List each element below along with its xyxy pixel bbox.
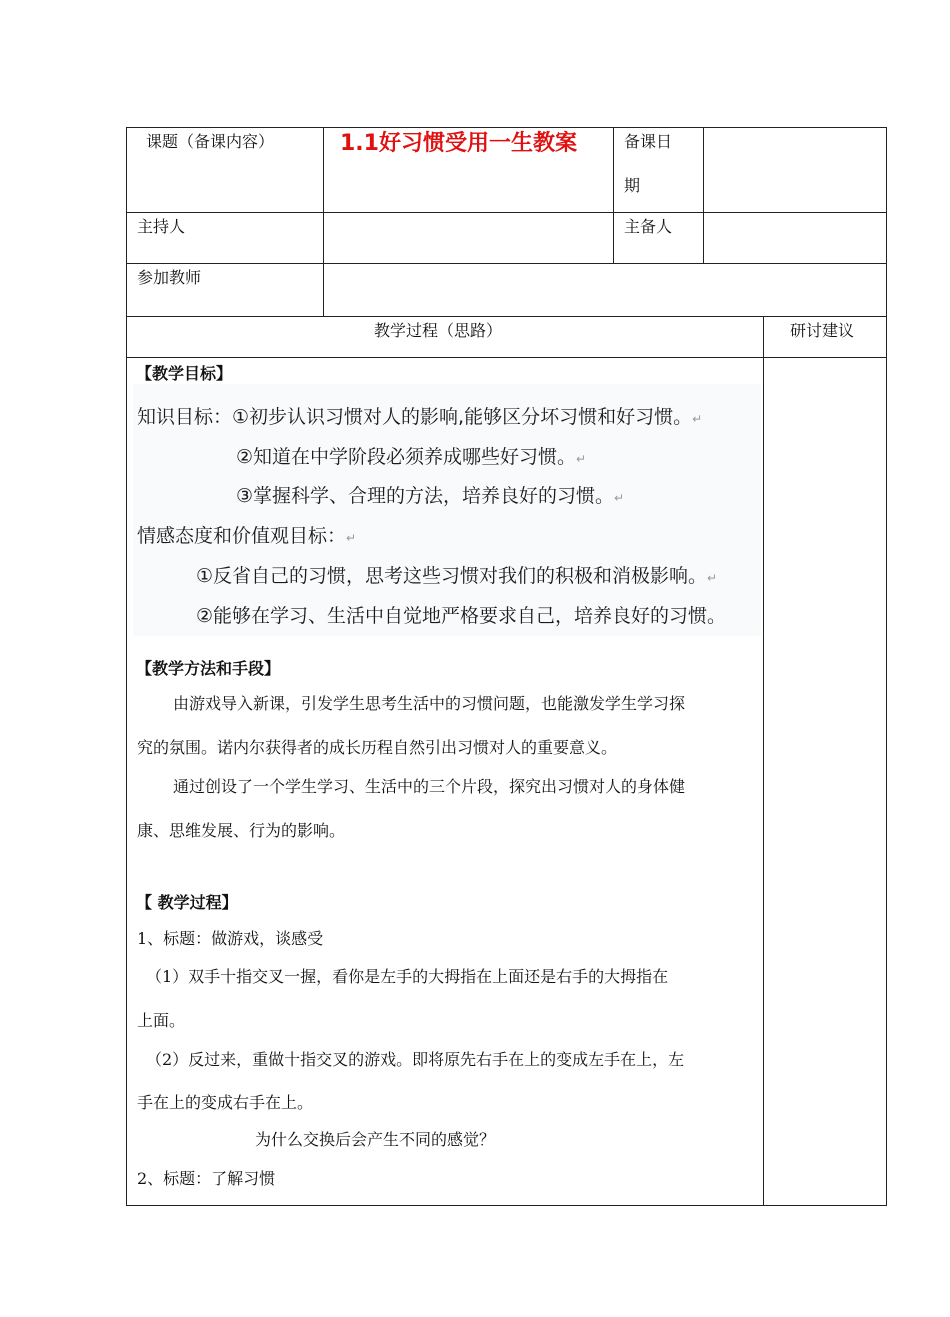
knowledge-objective-1 [137,405,702,431]
col-divider [763,316,764,1206]
return-mark: ↵ [692,412,703,426]
process-step-1-cont: 上面。 [137,1011,186,1030]
knowledge-objective-2 [236,445,586,471]
process-heading: 【 教学过程】 [136,893,238,912]
return-mark: ↵ [576,452,587,466]
methods-paragraph-1: 由游戏导入新课，引发学生思考生活中的习惯问题，也能激发学生学习探 [173,694,686,713]
process-step-2: （2）反过来，重做十指交叉的游戏。即将原先右手在上的变成左手在上，左 [146,1050,685,1069]
knowledge-objective-1-text: 知识目标：①初步认识习惯对人的影响,能够区分坏习惯和好习惯。 [137,406,693,428]
row-divider [126,263,887,264]
return-mark: ↵ [614,491,625,505]
lead-prep-label: 主备人 [624,217,673,236]
return-mark: ↵ [346,531,357,545]
process-column-header: 教学过程（思路） [374,321,503,340]
prep-date-label: 备课日 [624,132,673,151]
knowledge-objective-3-text: ③掌握科学、合理的方法，培养良好的习惯。 [236,485,615,507]
row-divider [126,316,887,317]
col-divider [613,127,614,263]
emotion-objective-2: ②能够在学习、生活中自觉地严格要求自己，培养良好的习惯。 [196,605,727,627]
knowledge-objective-2-text: ②知道在中学阶段必须养成哪些好习惯。 [236,446,577,468]
methods-paragraph-2-cont: 康、思维发展、行为的影响。 [137,821,346,840]
emotion-objective-1 [196,564,717,590]
process-step-1: （1）双手十指交叉一握，看你是左手的大拇指在上面还是右手的大拇指在 [146,967,669,986]
row-divider [126,357,887,358]
prep-date-label-cont: 期 [624,176,641,195]
process-item-2: 2、标题：了解习惯 [137,1169,276,1188]
row-divider [126,212,887,213]
col-divider [323,127,324,316]
process-question: 为什么交换后会产生不同的感觉？ [255,1130,496,1149]
process-item-1: 1、标题：做游戏，谈感受 [137,929,324,948]
topic-label: 课题（备课内容） [146,132,275,151]
methods-paragraph-2: 通过创设了一个学生学习、生活中的三个片段，探究出习惯对人的身体健 [173,777,686,796]
knowledge-objective-3 [236,484,624,510]
emotion-objective-heading [137,524,356,550]
process-step-2-cont: 手在上的变成右手在上。 [137,1093,314,1112]
emotion-objective-heading-text: 情感态度和价值观目标： [137,525,347,547]
objectives-heading: 【教学目标】 [136,364,233,383]
col-divider [703,127,704,263]
emotion-objective-1-text: ①反省自己的习惯，思考这些习惯对我们的积极和消极影响。 [196,565,708,587]
suggestion-column-header: 研讨建议 [790,321,855,340]
teachers-label: 参加教师 [137,268,202,287]
methods-heading: 【教学方法和手段】 [136,659,281,678]
host-label: 主持人 [137,217,186,236]
topic-title: 1.1好习惯受用一生教案 [340,131,577,156]
methods-paragraph-1-cont: 究的氛围。诺内尔获得者的成长历程自然引出习惯对人的重要意义。 [137,738,618,757]
return-mark: ↵ [707,571,718,585]
